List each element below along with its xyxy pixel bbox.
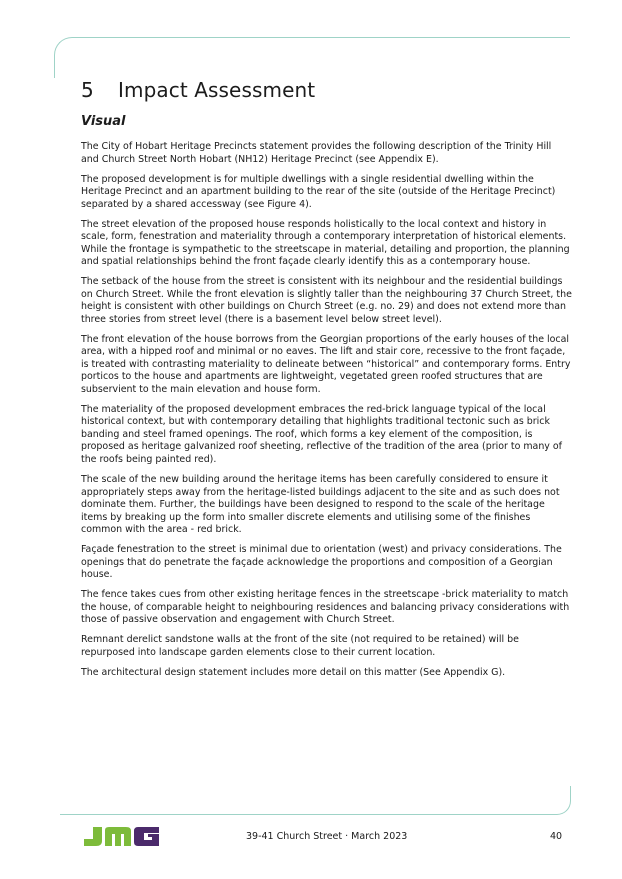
page-number: 40 [550, 831, 563, 842]
top-decorative-frame [54, 37, 570, 78]
paragraph: The setback of the house from the street is consistent with its neighbour and the residential buildings on Church Street. While the front elevation is slightly taller than the neighbouring 37 Church Street, the height is consistent with other buildings on Church Street (e.g. no. 29) and does not extend more than three stories from street level (there is a basement level below street level). [81, 276, 572, 325]
section-number: 5 [81, 78, 94, 102]
paragraph: The street elevation of the proposed house responds holistically to the local context and history in scale, form, fenestration and materiality through a contemporary interpretation of historical elements. While the frontage is sympathetic to the streetscape in material, detailing and proportion, the planning and spatial relationships behind the front façade clearly identify this as a contemporary house. [81, 218, 570, 268]
footer-document-info: 39-41 Church Street · March 2023 [246, 831, 408, 842]
paragraph: The fence takes cues from other existing heritage fences in the streetscape -brick materiality to match the house, of comparable height to neighbouring residences and balancing privacy considerations with those of passive observation and engagement with Church Street. [81, 589, 570, 626]
bottom-decorative-frame [60, 786, 571, 815]
section-title: Impact Assessment [118, 78, 316, 102]
section-heading [81, 78, 315, 102]
paragraph: The scale of the new building around the heritage items has been carefully considered to ensure it appropriately steps away from the heritage-listed buildings adjacent to the site and as such does not dominate them. Further, the buildings have been designed to respond to the scale of the heritage items by breaking up the form into smaller discrete elements and utilising some of the finishes common with the area - red brick. [81, 474, 560, 536]
jmg-logo [82, 825, 162, 848]
paragraph: The materiality of the proposed development embraces the red-brick language typical of the local historical context, but with contemporary detailing that highlights traditional tectonic such as brick banding and steel framed openings. The roof, which forms a key element of the composition, is proposed as heritage galvanized roof sheeting, reflective of the tradition of the area (prior to many of the roofs being painted red). [81, 403, 562, 465]
paragraph: The front elevation of the house borrows from the Georgian proportions of the early houses of the local area, with a hipped roof and minimal or no eaves. The lift and stair core, recessive to the front façade, is treated with contrasting materiality to delineate between “historical” and contemporary forms. Entry porticos to the house and apartments are lightweight, vegetated green roofed structures that are subservient to the main elevation and house form. [81, 333, 571, 395]
paragraph: The architectural design statement includes more detail on this matter (See Appendix G). [81, 666, 506, 678]
section-subheading: Visual [81, 114, 126, 129]
paragraph: The City of Hobart Heritage Precincts statement provides the following description of the Trinity Hill and Church Street North Hobart (NH12) Heritage Precinct (see Appendix E). [81, 141, 552, 165]
body-text [81, 141, 572, 687]
paragraph: Remnant derelict sandstone walls at the front of the site (not required to be retained) will be repurposed into landscape garden elements close to their current location. [81, 634, 519, 658]
paragraph: The proposed development is for multiple dwellings with a single residential dwelling within the Heritage Precinct and an apartment building to the rear of the site (outside of the Heritage Precinct) separated by a shared accessway (see Figure 4). [81, 173, 556, 210]
paragraph: Façade fenestration to the street is minimal due to orientation (west) and privacy considerations. The openings that do penetrate the façade acknowledge the proportions and composition of a Georgian house. [81, 544, 562, 581]
